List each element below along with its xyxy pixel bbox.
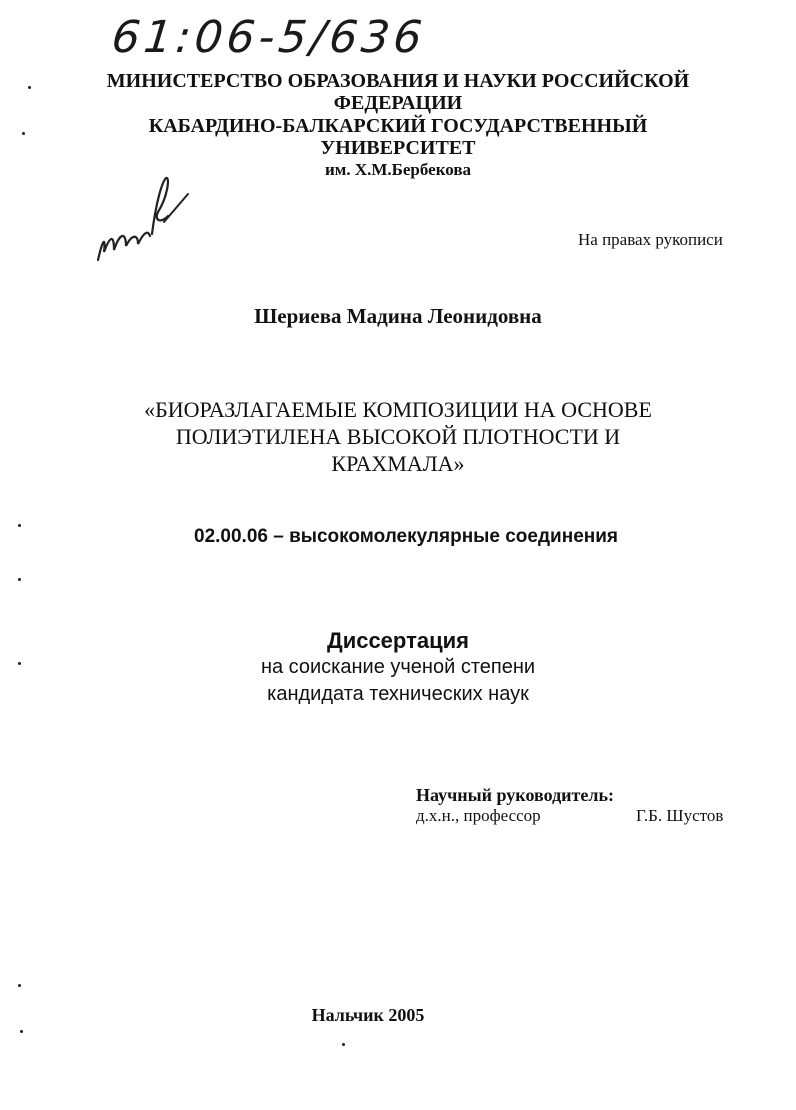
supervisor-rank: д.х.н., профессор — [416, 806, 541, 825]
scan-speck — [18, 524, 21, 527]
scan-speck — [18, 984, 21, 987]
degree-line-2: кандидата технических наук — [267, 683, 529, 705]
scan-speck — [20, 1030, 23, 1033]
signature — [92, 172, 202, 272]
scan-speck — [22, 132, 25, 135]
degree-heading: Диссертация — [327, 628, 469, 653]
organization-line-3: КАБАРДИНО-БАЛКАРСКИЙ ГОСУДАРСТВЕННЫЙ — [148, 115, 648, 137]
dissertation-title-line-1: «БИОРАЗЛАГАЕМЫЕ КОМПОЗИЦИИ НА ОСНОВЕ — [144, 397, 652, 422]
organization-line-2: ФЕДЕРАЦИИ — [333, 92, 463, 114]
degree-line-1: на соискание ученой степени — [260, 656, 536, 678]
dissertation-title-line-2: ПОЛИЭТИЛЕНА ВЫСОКОЙ ПЛОТНОСТИ И — [175, 424, 621, 449]
dissertation-title-line-3: КРАХМАЛА» — [331, 451, 465, 476]
supervisor-name: Г.Б. Шустов — [636, 806, 724, 825]
place-year: Нальчик 2005 — [311, 1005, 425, 1025]
scan-speck — [18, 578, 21, 581]
archive-code: 61:06-5/636 — [109, 12, 429, 63]
scan-speck — [18, 662, 21, 665]
supervisor-label: Научный руководитель: — [416, 785, 614, 805]
scan-speck — [28, 86, 31, 89]
author-name: Шериева Мадина Леонидовна — [254, 304, 542, 328]
organization-line-4: УНИВЕРСИТЕТ — [320, 137, 476, 159]
manuscript-note: На правах рукописи — [578, 230, 723, 249]
scan-speck — [342, 1043, 345, 1046]
specialty-code: 02.00.06 – высокомолекулярные соединения — [194, 526, 619, 547]
organization-line-5: им. Х.М.Бербекова — [324, 160, 472, 179]
organization-line-1: МИНИСТЕРСТВО ОБРАЗОВАНИЯ И НАУКИ РОССИЙСКОЙ — [106, 70, 690, 92]
